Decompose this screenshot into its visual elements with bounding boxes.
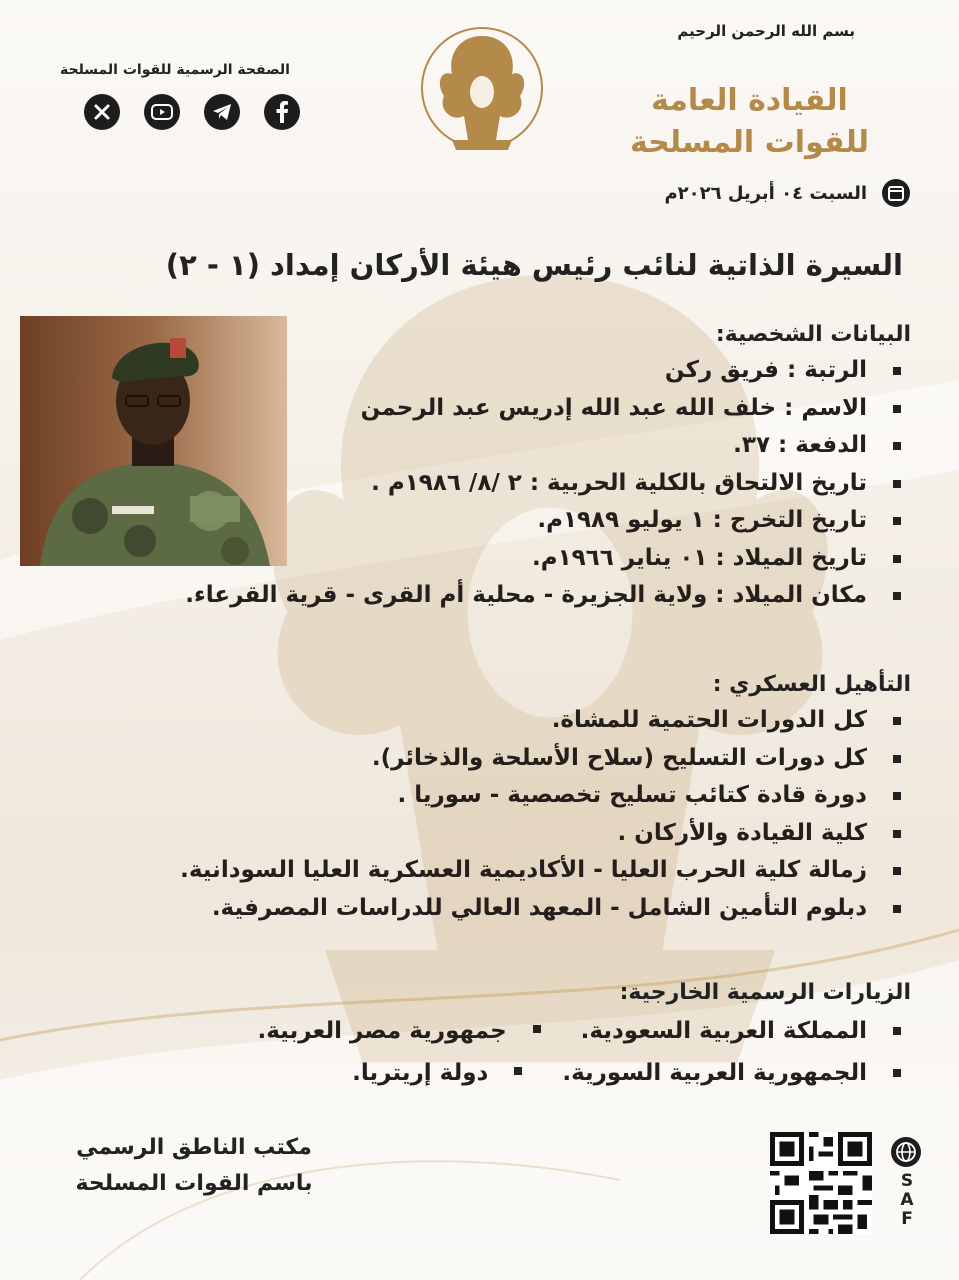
spokesperson-line1: مكتب الناطق الرسمي bbox=[76, 1135, 312, 1160]
personal-data-list bbox=[185, 352, 911, 615]
official-visits-list bbox=[258, 1010, 912, 1094]
youtube-icon[interactable] bbox=[144, 94, 180, 130]
saf-text: SAF bbox=[900, 1171, 914, 1229]
visit-country: دولة إريتريا. bbox=[352, 1052, 522, 1094]
saf-label bbox=[897, 1172, 917, 1229]
facebook-icon[interactable] bbox=[264, 94, 300, 130]
armed-forces-emblem bbox=[418, 22, 546, 158]
official-page-label: الصفحة الرسمية للقوات المسلحة bbox=[60, 62, 290, 78]
social-links bbox=[84, 94, 300, 130]
military-qualification-heading: التأهيل العسكري : bbox=[712, 672, 911, 697]
spokesperson-line2: باسم القوات المسلحة bbox=[75, 1171, 313, 1196]
date-text: السبت ٠٤ أبريل ٢٠٢٦م bbox=[664, 182, 867, 204]
list-item bbox=[258, 1010, 912, 1052]
telegram-icon[interactable] bbox=[204, 94, 240, 130]
list-item: دبلوم التأمين الشامل - المعهد العالي للدراسات المصرفية. bbox=[180, 890, 911, 928]
official-visits-section bbox=[258, 976, 912, 1094]
calendar-icon bbox=[881, 178, 911, 208]
military-qualification-list bbox=[180, 702, 911, 927]
visit-country: الجمهورية العربية السورية. bbox=[562, 1060, 867, 1086]
list-item: تاريخ الالتحاق بالكلية الحربية : ٢ /٨/ ١٩٨٦م . bbox=[185, 465, 911, 503]
hq-title-line1: القيادة العامة bbox=[651, 83, 848, 118]
basmala: بسم الله الرحمن الرحيم bbox=[677, 22, 855, 40]
qr-code[interactable] bbox=[770, 1132, 872, 1234]
official-visits-heading: الزيارات الرسمية الخارجية: bbox=[619, 980, 911, 1005]
personal-data-section bbox=[185, 318, 911, 615]
globe-icon bbox=[890, 1136, 922, 1168]
list-item: مكان الميلاد : ولاية الجزيرة - محلية أم القرى - قرية القرعاء. bbox=[185, 577, 911, 615]
page-title: السيرة الذاتية لنائب رئيس هيئة الأركان إمداد (١ - ٢) bbox=[165, 248, 903, 282]
list-item: كل دورات التسليح (سلاح الأسلحة والذخائر). bbox=[180, 740, 911, 778]
visit-country: جمهورية مصر العربية. bbox=[258, 1010, 541, 1052]
list-item: الاسم : خلف الله عبد الله إدريس عبد الرحمن bbox=[185, 390, 911, 428]
hq-title-line2: للقوات المسلحة bbox=[629, 125, 869, 160]
date-row bbox=[664, 178, 911, 208]
list-item: كلية القيادة والأركان . bbox=[180, 815, 911, 853]
list-item: دورة قادة كتائب تسليح تخصصية - سوريا . bbox=[180, 777, 911, 815]
personal-data-heading: البيانات الشخصية: bbox=[715, 322, 911, 347]
list-item bbox=[258, 1052, 912, 1094]
x-icon[interactable] bbox=[84, 94, 120, 130]
spokesperson-office bbox=[54, 1130, 334, 1202]
visit-country: المملكة العربية السعودية. bbox=[580, 1018, 867, 1044]
general-command-title bbox=[630, 80, 869, 164]
list-item: الرتبة : فريق ركن bbox=[185, 352, 911, 390]
list-item: تاريخ الميلاد : ٠١ يناير ١٩٦٦م. bbox=[185, 540, 911, 578]
military-qualification-section bbox=[180, 668, 911, 927]
list-item: كل الدورات الحتمية للمشاة. bbox=[180, 702, 911, 740]
list-item: زمالة كلية الحرب العليا - الأكاديمية العسكرية العليا السودانية. bbox=[180, 852, 911, 890]
list-item: تاريخ التخرج : ١ يوليو ١٩٨٩م. bbox=[185, 502, 911, 540]
list-item: الدفعة : ٣٧. bbox=[185, 427, 911, 465]
